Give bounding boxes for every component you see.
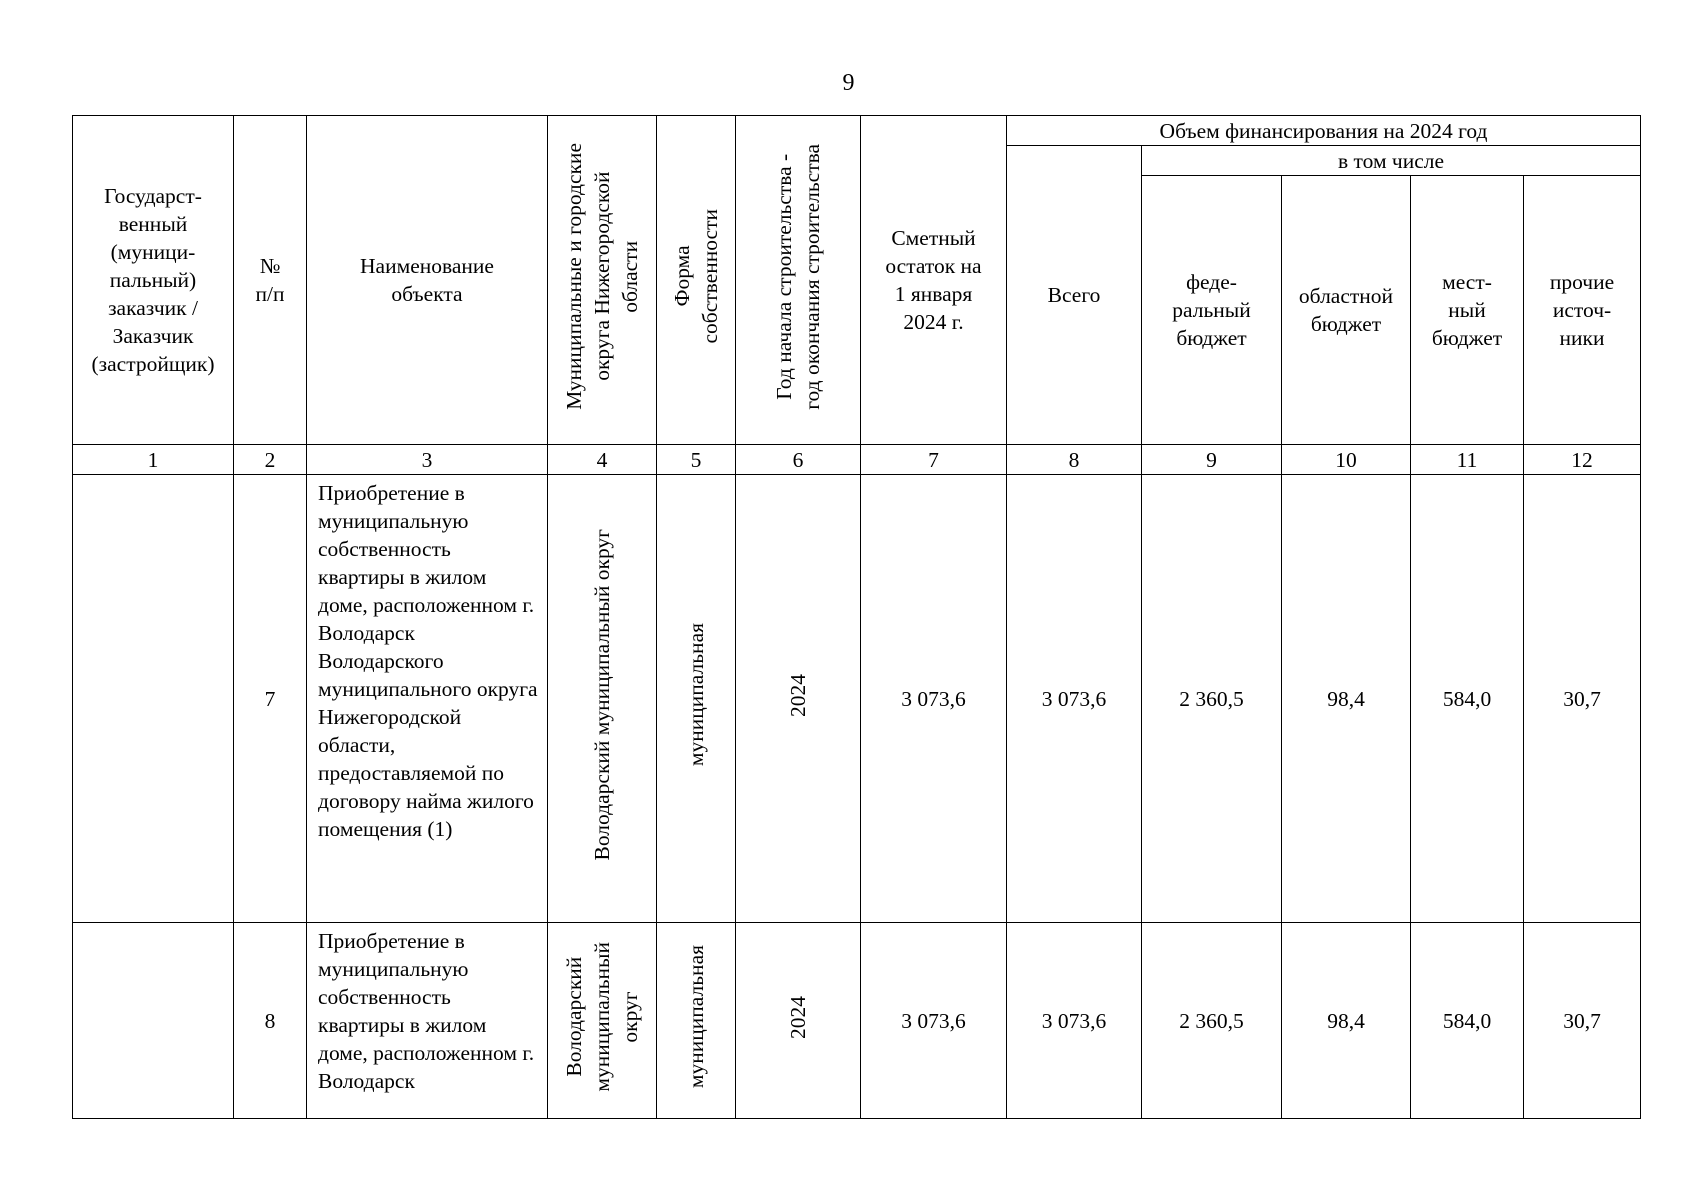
row-number: 8 [234,923,307,1119]
header-name: Наименование объекта [307,116,548,445]
row-remaining: 3 073,6 [861,475,1007,923]
row-local: 584,0 [1411,475,1524,923]
header-municipality: Муниципальные и городские округа Нижегородской области [548,116,657,445]
header-ownership: Форма собственности [657,116,736,445]
header-number: № п/п [234,116,307,445]
row-municipality: Володарский муниципальный округ [548,475,657,923]
row-total: 3 073,6 [1007,923,1142,1119]
column-number: 6 [736,445,861,475]
row-total: 3 073,6 [1007,475,1142,923]
row-local: 584,0 [1411,923,1524,1119]
header-years: Год начала строительства - год окончания строительства [736,116,861,445]
row-municipality: Володарский муниципальный округ [548,923,657,1119]
row-customer [73,475,234,923]
row-customer [73,923,234,1119]
row-other: 30,7 [1524,475,1641,923]
header-total: Всего [1007,146,1142,445]
row-other: 30,7 [1524,923,1641,1119]
header-local: мест- ный бюджет [1411,176,1524,445]
column-number: 11 [1411,445,1524,475]
row-ownership: муниципальная [657,923,736,1119]
header-remaining: Сметный остаток на 1 января 2024 г. [861,116,1007,445]
column-number: 8 [1007,445,1142,475]
column-number: 3 [307,445,548,475]
column-number: 5 [657,445,736,475]
header-including: в том числе [1142,146,1641,176]
column-number: 12 [1524,445,1641,475]
row-object-name: Приобретение в муниципальную собственность квартиры в жилом доме, расположенном г. Володарск Володарского муниципального округа Нижегородской области, предоставляемой по договору найма жилого помещения (1) [307,475,548,923]
column-number-row [73,445,1641,475]
row-object-name: Приобретение в муниципальную собственность квартиры в жилом доме, расположенном г. Володарск [307,923,548,1119]
header-regional: областной бюджет [1282,176,1411,445]
row-remaining: 3 073,6 [861,923,1007,1119]
header-federal: феде- ральный бюджет [1142,176,1282,445]
header-other: прочие источ- ники [1524,176,1641,445]
column-number: 9 [1142,445,1282,475]
row-years: 2024 [736,923,861,1119]
column-number: 4 [548,445,657,475]
financing-table [72,115,1641,1119]
row-regional: 98,4 [1282,475,1411,923]
row-ownership: муниципальная [657,475,736,923]
column-number: 1 [73,445,234,475]
page-number: 9 [842,70,855,96]
row-regional: 98,4 [1282,923,1411,1119]
header-funding-title: Объем финансирования на 2024 год [1007,116,1641,146]
header-customer: Государст- венный (муници- пальный) заказчик / Заказчик (застройщик) [73,116,234,445]
row-federal: 2 360,5 [1142,923,1282,1119]
column-number: 7 [861,445,1007,475]
row-federal: 2 360,5 [1142,475,1282,923]
header-row [73,116,1641,146]
row-years: 2024 [736,475,861,923]
column-number: 2 [234,445,307,475]
column-number: 10 [1282,445,1411,475]
row-number: 7 [234,475,307,923]
table-row [73,923,1641,1119]
table-row [73,475,1641,923]
